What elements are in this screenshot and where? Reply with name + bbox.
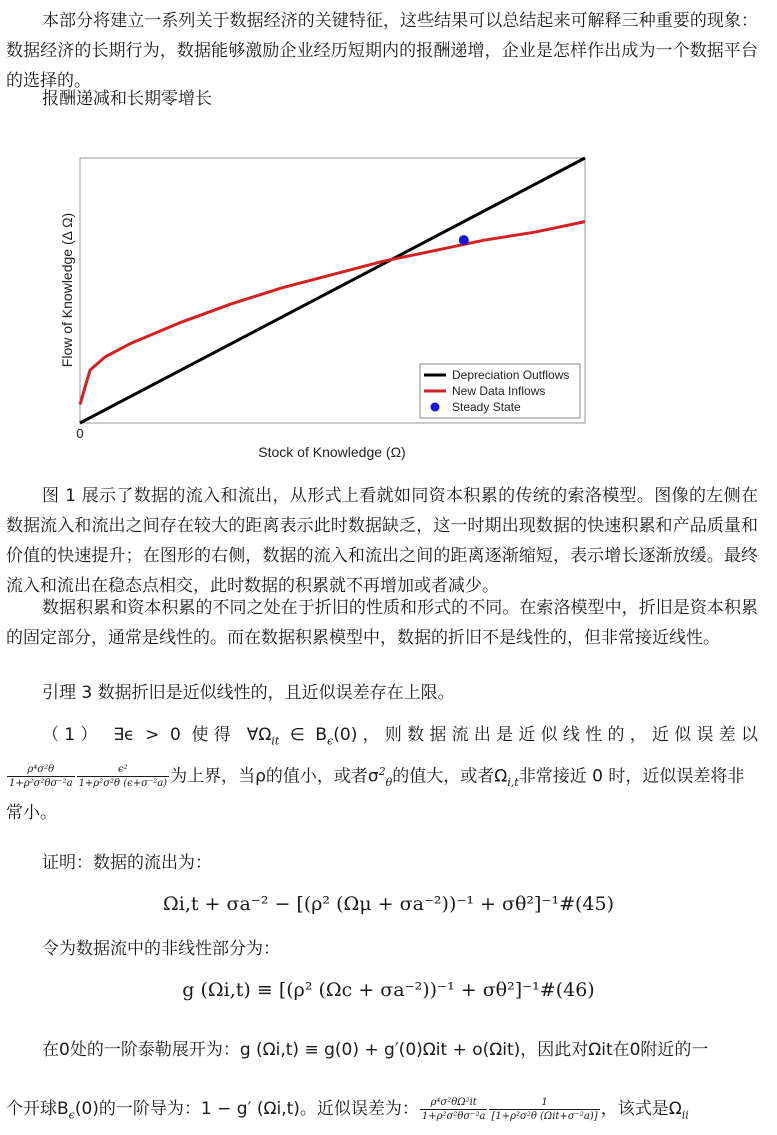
approx-fraction-1 bbox=[420, 1096, 488, 1123]
y-axis-label: Flow of Knowledge (Δ Ω) bbox=[59, 212, 75, 368]
legend-new-data-inflows-label: New Data Inflows bbox=[452, 384, 546, 398]
equation-46: g (Ωi,t) ≡ [(ρ² (Ωc + σa⁻²))⁻¹ + σθ²]⁻¹#(46) bbox=[182, 979, 595, 1001]
bound-fraction-2 bbox=[77, 763, 170, 790]
approx-fraction-2 bbox=[489, 1096, 599, 1123]
bound-fraction-1-numerator: ρ⁴σ²θ bbox=[7, 763, 75, 777]
proof-label: 证明：数据的流出为： bbox=[42, 853, 212, 873]
approx-text-c: ，该式是Ω bbox=[600, 1099, 682, 1119]
section-subheading: 报酬递减和长期零增长 bbox=[42, 89, 212, 109]
lemma-item-1-part-a: （1） ∃ϵ > 0 使得 ∀Ω bbox=[42, 725, 272, 745]
chart-legend bbox=[420, 364, 580, 418]
equation-45: Ωi,t + σa⁻² − [(ρ² (Ωμ + σa⁻²))⁻¹ + σθ²]⁻¹#(45) bbox=[162, 893, 615, 915]
error-bound-line: $\frac{\text{ρ⁴σ²θ}}{\text{1+ρ²σ²θσ⁻²a}}$ $\frac{\text{ϵ²}}{\text{1+ρ²σ²θ (ϵ+σ⁻²a)}}$ 为上界，当ρ的值小，或者$\sigma^2_\theta$的值大，或者$\Omega_{i,t}$非常接近 0 时，近似误差将非常小。 bbox=[6, 764, 745, 824]
lemma-statement: 引理 3 数据折旧是近似线性的，且近似误差存在上限。 bbox=[42, 683, 455, 703]
bound-fraction-2-numerator: ϵ² bbox=[77, 763, 170, 777]
intro-paragraph: 本部分将建立一系列关于数据经济的关键特征，这些结果可以总结起来可解释三种重要的现象：数据经济的长期行为，数据能够激励企业经历短期内的报酬递增，企业是怎样作出成为一个数据平台的选择的。 bbox=[6, 11, 758, 91]
lemma-item-1-part-a2: ∈ B bbox=[279, 725, 328, 745]
legend-steady-state-label: Steady State bbox=[452, 400, 521, 414]
approx-fraction-1-numerator: ρ⁴σ²θΩ²it bbox=[420, 1096, 488, 1110]
figure-description-paragraph: 图 1 展示了数据的流入和流出，从形式上看就如同资本积累的传统的索洛模型。图像的左侧在数据流入和流出之间存在较大的距离表示此时数据缺乏，这一时期出现数据的快速积累和产品质量和价值的快速提升；在图形的右侧，数据的流入和流出之间的距离逐渐缩短，表示增长逐渐放缓。最终流入和流出在稳态点相交，此时数据的积累就不再增加或者减少。 bbox=[6, 486, 758, 596]
approx-fraction-2-denominator: [1+ρ²σ²θ (Ωit+σ⁻²a)] bbox=[491, 1110, 598, 1122]
approx-text-a: 个开球B bbox=[6, 1099, 69, 1119]
approx-fraction-1-denominator: 1+ρ²σ²θσ⁻²a bbox=[421, 1110, 486, 1122]
steady-state-point bbox=[459, 235, 469, 245]
depreciation-paragraph: 数据积累和资本积累的不同之处在于折旧的性质和形式的不同。在索洛模型中，折旧是资本积累的固定部分，通常是线性的。而在数据积累模型中，数据的折旧不是线性的，但非常接近线性。 bbox=[6, 598, 758, 648]
error-bound-text-e: 非常接近 0 时，近似误差将非常小。 bbox=[6, 766, 745, 824]
approx-text-b: (0)的一阶导为：1 − g′ (Ωi,t)。近似误差为： bbox=[74, 1099, 419, 1119]
error-bound-sub-d: i,t bbox=[507, 776, 519, 790]
nonlinear-part-label: 令为数据流中的非线性部分为： bbox=[42, 939, 280, 959]
origin-tick-label: 0 bbox=[76, 426, 84, 441]
knowledge-flow-chart bbox=[40, 140, 600, 462]
lemma-item-1-sub-a: it bbox=[271, 734, 280, 748]
approx-sub-c: ii bbox=[681, 1108, 689, 1122]
lemma-item-1-sub-a2: ϵ bbox=[327, 734, 334, 748]
approximation-error-line bbox=[6, 1094, 758, 1130]
bound-fraction-2-denominator: 1+ρ²σ²θ (ϵ+σ⁻²a) bbox=[78, 778, 168, 790]
error-bound-text-d: 的值大，或者Ω bbox=[392, 766, 508, 787]
lemma-item-1 bbox=[6, 720, 758, 756]
approx-sub-a: ϵ bbox=[68, 1108, 75, 1122]
error-bound-text-c: 为上界，当ρ的值小，或者σ bbox=[170, 766, 379, 787]
bound-fraction-1-denominator: 1+ρ²σ²θσ⁻²a bbox=[9, 778, 73, 790]
taylor-expansion-line: 在0处的一阶泰勒展开为：g (Ωi,t) ≡ g(0) + g′(0)Ωit + o(Ωit)，因此对Ωit在0附近的一 bbox=[42, 1040, 709, 1060]
legend-depreciation-outflows-label: Depreciation Outflows bbox=[452, 368, 570, 382]
lemma-item-1-part-b: (0)，则数据流出是近似线性的，近似误差以 bbox=[333, 725, 758, 745]
approx-fraction-2-numerator: 1 bbox=[489, 1096, 599, 1110]
x-axis-label: Stock of Knowledge (Ω) bbox=[258, 444, 406, 460]
bound-fraction-1 bbox=[7, 763, 75, 790]
legend-steady-state-swatch bbox=[431, 403, 440, 412]
